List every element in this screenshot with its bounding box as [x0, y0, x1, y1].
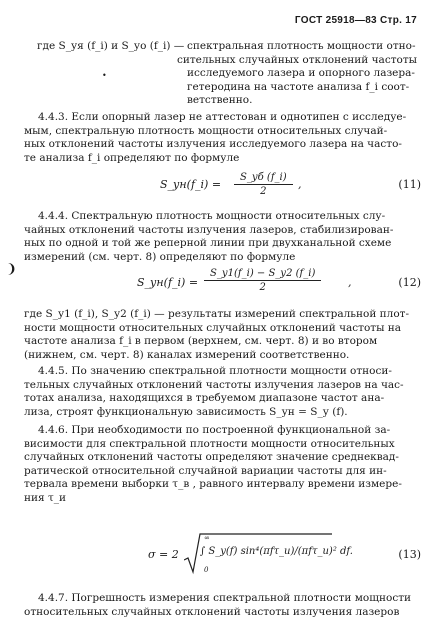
text-line: 4.4.4. Спектральную плотность мощности относительных слу- [38, 210, 386, 222]
formula-numerator: S_уб (f_i) [234, 172, 293, 185]
text-line: ратической относительной случайной вариации частоты для ин- [24, 464, 387, 477]
text-line: ных по одной и той же реперной линии при двухканальной схеме [24, 237, 392, 250]
definition-line: сительных случайных отклонений частоты [176, 53, 417, 66]
page-header: ГОСТ 25918—83 Стр. 17 [294, 15, 417, 26]
text-line: тельных случайных отклонений частоты излучения лазеров на час- [24, 378, 404, 391]
margin-mark: ❩ [6, 262, 17, 277]
text-line: висимости для спектральной плотности мощности относительных [24, 437, 395, 450]
text-line: (нижнем, см. черт. 8) каналах измерений соответственно. [24, 348, 350, 361]
formula-denominator: 2 [260, 186, 267, 197]
formula-lhs: S_ун(f_i) = [137, 276, 199, 289]
text-line: ности мощности относительных случайных отклонений частоты на [24, 321, 402, 334]
text-line: 4.4.3. Если опорный лазер не аттестован и однотипен с исследуе- [38, 111, 407, 123]
text-line: чайных отклонений частоты излучения лазеров, стабилизирован- [24, 223, 394, 236]
paragraph-4-4-3 [24, 111, 419, 165]
definition-block [37, 40, 417, 108]
equation-number: (13) [398, 548, 421, 561]
text-line: где S_у1 (f_i), S_у2 (f_i) — результаты измерений спектральной плот- [24, 308, 410, 320]
text-line: тервала времени выборки τ_в , равного интервалу времени измере- [24, 478, 402, 491]
integral-lower-limit: 0 [204, 566, 209, 574]
definition-line: ветственно. [187, 94, 253, 107]
formula-12 [0, 268, 439, 300]
equation-number: (12) [398, 276, 421, 289]
equation-number: (11) [398, 178, 421, 191]
definition-line: гетеродина на частоте анализа f_i соот- [187, 80, 410, 93]
text-line: частоте анализа f_i в первом (верхнем, см. черт. 8) и во втором [24, 335, 378, 348]
text-line: ных отклонений частоты излучения исследуемого лазера на часто- [24, 138, 402, 151]
definition-line: исследуемого лазера и опорного лазера- [187, 67, 415, 80]
formula-13 [0, 532, 439, 580]
text-line: те анализа f_i определяют по формуле [24, 151, 240, 164]
integral-upper-limit: ∞ [204, 534, 210, 542]
paragraph-4-4-5 [24, 365, 419, 419]
text-line: относительных случайных отклонений частоты излучения лазеров [24, 605, 400, 618]
text-line: измерений (см. черт. 8) определяют по формуле [24, 250, 296, 263]
text-line: лиза, строят функциональную зависимость S_ун = S_у (f). [24, 405, 348, 418]
formula-lhs: S_ун(f_i) = [160, 178, 222, 191]
text-line: 4.4.6. При необходимости по построенной функциональной за- [38, 424, 391, 436]
formula-lhs: σ = 2 [148, 548, 179, 561]
text-line: мым, спектральную плотность мощности относительных случай- [24, 124, 388, 137]
formula-punct: , [348, 276, 352, 289]
text-line: тотах анализа, находящихся в требуемом диапазоне частот ана- [24, 392, 385, 405]
paragraph-4-4-4-where [24, 308, 419, 362]
paragraph-4-4-7 [24, 592, 419, 619]
stray-mark: • [102, 71, 107, 80]
formula-11 [0, 172, 439, 202]
text-line: 4.4.5. По значению спектральной плотности мощности относи- [38, 365, 392, 377]
integral-body: ∫ S_y(f) sin⁴(πfτ_и)/(πfτ_и)² df. [200, 546, 353, 557]
text-line: 4.4.7. Погрешность измерения спектральной плотности мощности [38, 592, 412, 604]
formula-denominator: 2 [259, 282, 266, 293]
formula-numerator: S_у1(f_i) − S_у2 (f_i) [204, 268, 321, 281]
text-line: ния τ_и [24, 491, 67, 504]
text-line: случайных отклонений частоты определяют значение среднеквад- [24, 451, 399, 464]
definition-line: спектральная плотность мощности отно- [187, 40, 416, 52]
definition-lead: где S_уя (f_i) и S_уо (f_i) — [37, 40, 185, 52]
paragraph-4-4-4 [24, 210, 419, 264]
paragraph-4-4-6 [24, 424, 419, 506]
formula-punct: , [298, 178, 302, 191]
